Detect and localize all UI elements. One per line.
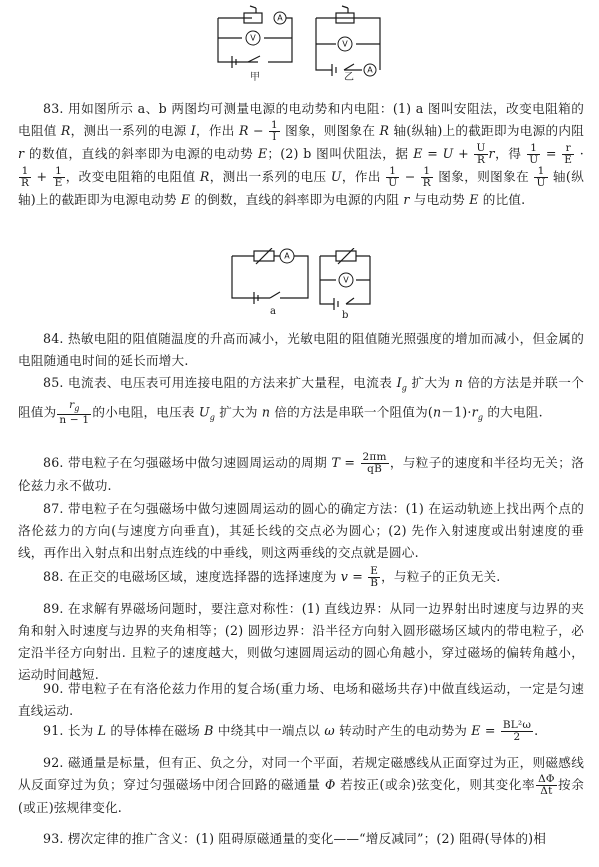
- svg-text:A: A: [284, 251, 290, 261]
- fraction: $\frac{1}{R}$: [422, 165, 431, 189]
- fraction: $\frac{r_g}{n - 1}$: [59, 398, 90, 426]
- fraction: $\frac{1}{U}$: [529, 142, 539, 166]
- fraction: $\frac{E}{B}$: [370, 565, 379, 589]
- circuit-figure-b: [316, 248, 376, 322]
- fraction: $\frac{\Delta\Phi}{\Delta t}$: [538, 773, 555, 797]
- fraction: $\frac{U}{R}$: [476, 142, 486, 166]
- svg-text:V: V: [343, 275, 349, 285]
- fraction: $\frac{1}{R}$: [21, 165, 30, 189]
- fraction: $\frac{\text{BL²ω}}{2}$: [502, 719, 532, 743]
- fraction: $\frac{2\pi m}{qB}$: [362, 451, 387, 475]
- caption-yi: 乙: [344, 72, 354, 83]
- item-90: 90. 带电粒子在有洛伦兹力作用的复合场(重力场、电场和磁场共存)中做直线运动，一定是匀速直线运动.: [18, 681, 584, 718]
- item-89: 89. 在求解有界磁场问题时，要注意对称性：(1) 直线边界：从同一边界射出时速度与边界的夹角和射入时速度与边界的夹角相等；(2) 圆形边界：沿半径方向射入圆形磁场区域内的带电粒子，必定沿半径方向射出. 且粒子的速度越大，则做匀速圆周运动的圆心角越小，穿过磁场的偏转角越小，运动时间越短.: [18, 601, 584, 682]
- item-93: 93. 楞次定律的推广含义：(1) 阻碍原磁通量的变化——“增反减同”；(2) 阻碍(导体的)相: [43, 831, 547, 846]
- fraction: $\frac{1}{I}$: [270, 119, 278, 143]
- fraction: $\frac{1}{E}$: [54, 165, 63, 189]
- item-92: 92. 磁通量是标量，但有正、负之分，对同一个平面，若规定磁感线从正面穿过为正，则磁感线从反面穿过为负；穿过匀强磁场中闭合回路的磁通量 Φ 若按正(或余)弦变化，则其变化率 $\frac{\Delta\Phi}{\Delta t}$ 按余(或正)弦规律变化.: [18, 755, 584, 815]
- caption-b: b: [342, 310, 349, 321]
- circuit-figure-jia: [212, 4, 298, 83]
- caption-jia: 甲: [250, 72, 260, 83]
- fraction: $\frac{1}{U}$: [536, 165, 546, 189]
- item-86: 86. 带电粒子在匀强磁场中做匀速圆周运动的周期 T = $\frac{2\pi m}{qB}$ ，与粒子的速度和半径均无关；洛伦兹力永不做功.: [18, 451, 584, 493]
- item-83: 83. 用如图所示 a、b 两图均可测量电源的电动势和内电阻：(1) a 图叫安阻法，改变电阻箱的电阻值 R，测出一系列的电源 I，作出 R − $\frac{1}{I}$ 图象，则图象在 R 轴(纵轴)上的截距即为电源的内阻 r 的数值，直线的斜率即为电源的电动势 E；(2) b 图叫伏阻法，据 E = U + $\frac{U}{R}$ r，得 $\frac{1}{U}$ = $\frac{r}{E}$ · $\frac{1}{R}$ + $\frac{1}{E}$ ，改变电阻箱的电阻值 R，测出一系列的电压 U，作出 $\frac{1}{U}$ − $\frac{1}{R}$ 图象，则图象在 $\frac{1}{U}$ 轴(纵轴)上的截距即为电源电动势 E 的倒数，直线的斜率即为电源的内阻 r 与电动势 E 的比值.: [18, 101, 585, 207]
- fraction: $\frac{r}{E}$: [564, 142, 573, 166]
- fraction: $\frac{1}{U}$: [388, 165, 398, 189]
- circuit-figure-a: [228, 248, 314, 318]
- svg-text:V: V: [342, 39, 348, 49]
- item-87: 87. 带电粒子在匀强磁场中做匀速圆周运动的圆心的确定方法：(1) 在运动轨迹上找出两个点的洛伦兹力的方向(与速度方向垂直)，其延长线的交点必为圆心；(2) 先作入射速度或出射速度的垂线，再作出入射点和出射点连线的中垂线，则这两垂线的交点就是圆心.: [18, 501, 584, 560]
- svg-text:A: A: [277, 13, 283, 23]
- item-91: 91. 长为 L 的导体棒在磁场 B 中绕其中一端点以 ω 转动时产生的电动势为 E = $\frac{\text{BL²ω}}{2}$ .: [43, 719, 539, 743]
- svg-text:A: A: [367, 65, 373, 75]
- item-88: 88. 在正交的电磁场区域，速度选择器的选择速度为 v = $\frac{E}{B}$ ，与粒子的正负无关.: [43, 565, 501, 589]
- item-84: 84. 热敏电阻的阻值随温度的升高而减小，光敏电阻的阻值随光照强度的增加而减小，但金属的电阻随通电时间的延长而增大.: [18, 331, 584, 368]
- circuit-figure-yi: [310, 4, 390, 83]
- item-85: 85. 电流表、电压表可用连接电阻的方法来扩大量程，电流表 $I_g$ 扩大为 n 倍的方法是并联一个阻值为 $\frac{r_g}{n - 1}$ 的小电阻，电压表 $U_g$ 扩大为 n 倍的方法是串联一个阻值为$(n-1)\cdot r_g$ 的大电阻.: [18, 375, 584, 426]
- svg-text:V: V: [250, 33, 256, 43]
- caption-a: a: [270, 306, 276, 317]
